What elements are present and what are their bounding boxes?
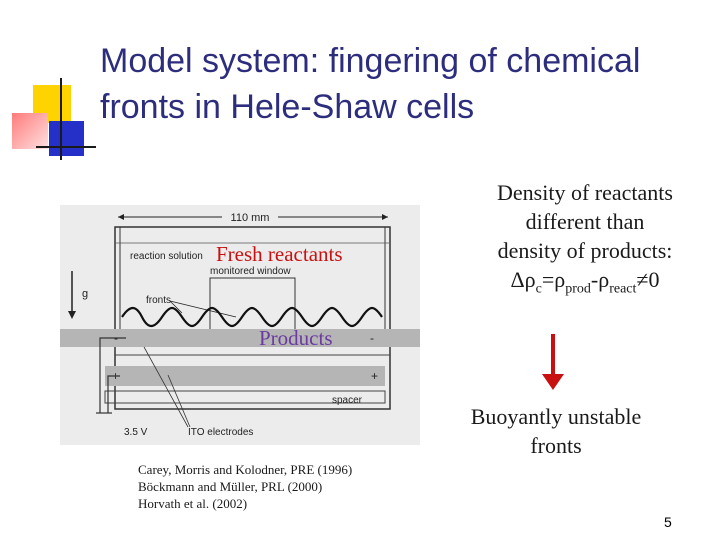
fresh-reactants-label: Fresh reactants [216,242,343,266]
decor-horizontal-line [36,146,96,148]
lower-electrode-band [105,366,385,386]
hele-shaw-cell-figure [60,205,420,445]
voltage-label: 3.5 V [124,427,148,438]
eq-sub-react: react [609,281,637,297]
monitored-window-box [210,278,295,330]
hele-shaw-cell-diagram [60,205,420,445]
slide-title-line2: fronts in Hele-Shaw cells [100,88,475,126]
eq-eq-rho: =ρ [541,267,566,292]
lower-left-plus: + [112,369,120,383]
buoyancy-line-1: Buoyantly unstable [470,404,642,429]
reference-item: Carey, Morris and Kolodner, PRE (1996) [138,462,353,477]
electrodes-label: ITO electrodes [188,427,254,438]
eq-sub-prod: prod [565,281,591,297]
decor-red-square [12,113,48,149]
upper-right-minus: - [370,331,374,345]
eq-sub-c: c [535,281,542,297]
slide-title [100,38,700,130]
buoyancy-statement [446,402,666,460]
decor-blue-square [49,121,84,156]
density-line-3: density of products: [497,238,673,263]
products-label: Products [259,326,333,350]
electrode-pointer-1 [144,347,188,427]
reference-item: Böckmann and Müller, PRL (2000) [138,479,323,494]
down-arrow-icon [535,334,571,392]
gravity-label: g [82,288,89,300]
density-line-1: Density of reactants [497,180,673,205]
width-label: 110 mm [230,212,270,224]
reaction-solution-label: reaction solution [130,251,203,262]
eq-neq-zero: ≠0 [636,267,660,292]
slide-title-line1: Model system: fingering of chemical [100,42,641,80]
eq-delta-rho: Δρ [510,267,536,292]
density-line-2: different than [525,209,645,234]
buoyancy-line-2: fronts [530,433,582,458]
spacer-label: spacer [332,395,363,406]
density-equation [470,265,700,303]
upper-left-minus: - [114,331,118,345]
references-list [138,461,438,512]
reference-item: Horvath et al. (2002) [138,496,248,511]
page-number: 5 [664,514,672,530]
lower-right-plus: + [371,369,379,383]
gravity-arrowhead [68,311,76,319]
density-statement [470,178,700,303]
monitored-window-label: monitored window [210,266,291,277]
fingering-front-curve [122,308,382,326]
fronts-label: fronts [146,295,172,306]
eq-minus-rho: -ρ [590,267,610,292]
